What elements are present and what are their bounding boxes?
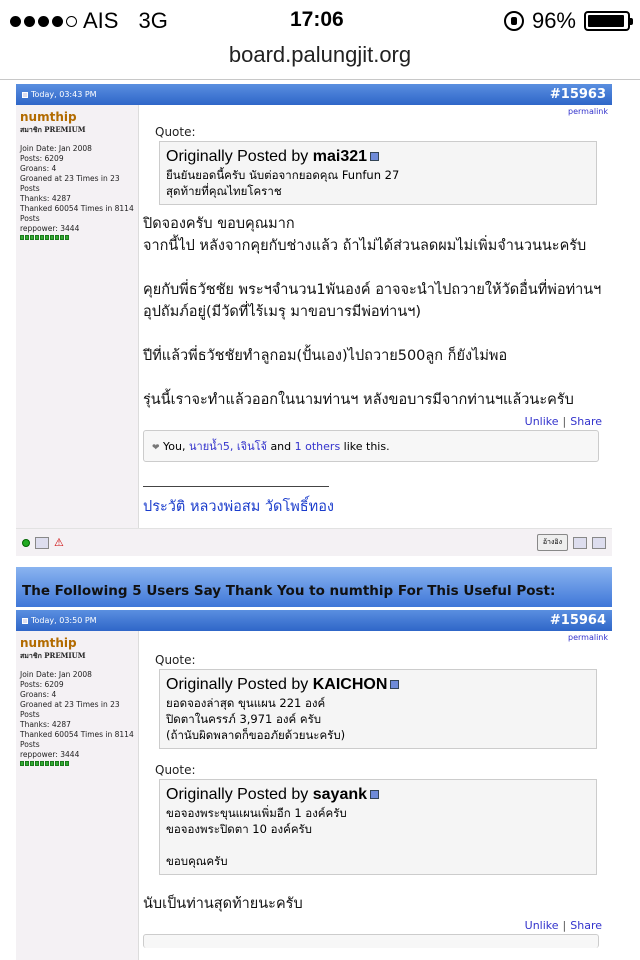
- permalink-link[interactable]: permalink: [568, 633, 608, 642]
- user-stat: Join Date: Jan 2008: [20, 670, 92, 679]
- liker-link[interactable]: นายน้ำ5,: [189, 440, 234, 453]
- user-stat: Groans: 4: [20, 164, 57, 173]
- likes-others-link[interactable]: 1 others: [294, 440, 341, 453]
- user-stat: Groans: 4: [20, 690, 57, 699]
- battery-icon: [584, 11, 630, 31]
- user-stat: Posts: 6209: [20, 154, 64, 163]
- user-stat: reppower: 3444: [20, 224, 80, 233]
- signature-link[interactable]: ประวัติ หลวงพ่อสม วัดโพธิ์ทอง: [143, 499, 334, 515]
- reputation-bar-icon: [20, 235, 134, 240]
- online-status-icon: [22, 539, 30, 547]
- post-date: Today, 03:43 PM: [31, 90, 97, 99]
- thanks-text: The Following 5 Users Say Thank You to numthip For This Useful Post:: [22, 583, 556, 599]
- user-stat: Thanked 60054 Times in 8114 Posts: [20, 204, 134, 223]
- unlike-link[interactable]: Unlike: [524, 919, 559, 932]
- post-content: permalink Quote: Originally Posted by KAICHON ยอดจองล่าสุด ขุนแผน 221 องค์ ปิดตาในครรภ์ 3,971 องค์ ครับ (ถ้านับผิดพลาดก็ขออภัยด้วยนะครับ) Quote: Originally Posted by sayank ขอจองพระขุนแผนเพิ่มอีก 1 องค์ครับ ขอจองพระปิดตา 10 องค์ครับ ขอบคุณครับ นับเป็นท่านสุดท้ายนะครับ Unlike | Share: [138, 631, 612, 960]
- user-stat: Thanks: 4287: [20, 720, 71, 729]
- post-status-icon: [22, 92, 28, 98]
- user-title: สมาชิก PREMIUM: [20, 125, 86, 134]
- likes-box: [143, 430, 599, 462]
- post-message: [143, 213, 602, 411]
- username-link[interactable]: numthip: [20, 636, 77, 650]
- quote-box: [159, 779, 597, 875]
- quote-line: ยืนยันยอดนี้ครับ นับต่อจากยอดคุณ Funfun 27: [166, 168, 400, 182]
- likes-box: [143, 934, 599, 948]
- status-bar: [0, 0, 640, 42]
- likes-suffix: like this.: [343, 440, 390, 453]
- quote-prefix: Originally Posted by: [166, 148, 309, 165]
- quote-label: Quote:: [155, 125, 196, 139]
- quote-author: KAICHON: [312, 676, 388, 693]
- permalink-link[interactable]: permalink: [568, 107, 608, 116]
- quote-prefix: Originally Posted by: [166, 786, 309, 803]
- quote-line: ปิดตาในครรภ์ 3,971 องค์ ครับ: [166, 712, 322, 726]
- signature-divider: [143, 486, 329, 487]
- user-info-pane: [16, 631, 138, 960]
- share-link[interactable]: Share: [570, 919, 602, 932]
- user-title: สมาชิก PREMIUM: [20, 651, 86, 660]
- unlike-link[interactable]: Unlike: [524, 415, 559, 428]
- likes-and: and: [270, 440, 292, 453]
- post-message: [143, 893, 602, 915]
- reputation-bar-icon: [20, 761, 134, 766]
- quote-line: ขอจองพระปิดตา 10 องค์ครับ: [166, 822, 312, 836]
- multi-quote-icon[interactable]: [573, 537, 587, 549]
- carrier-name: AIS: [83, 8, 119, 33]
- message-paragraph: ปิดจองครับ ขอบคุณมาก จากนี้ไป หลังจากคุยกับช่างแล้ว ถ้าไม่ได้ส่วนลดผมไม่เพิ่มจำนวนนะครับ: [143, 216, 587, 254]
- view-post-icon[interactable]: [370, 790, 379, 799]
- report-post-icon[interactable]: ⚠: [54, 536, 64, 549]
- post-date: Today, 03:50 PM: [31, 616, 97, 625]
- user-stat: Join Date: Jan 2008: [20, 144, 92, 153]
- quote-line: สุดท้ายที่คุณไทยโคราช: [166, 184, 282, 198]
- quote-line: ยอดจองล่าสุด ขุนแผน 221 องค์: [166, 696, 326, 710]
- user-profile-icon[interactable]: [35, 537, 49, 549]
- user-stat: Thanked 60054 Times in 8114 Posts: [20, 730, 134, 749]
- signal-strength-icon: [10, 16, 77, 27]
- rotation-lock-icon: [504, 11, 524, 31]
- quote-line: [166, 837, 590, 853]
- view-post-icon[interactable]: [370, 152, 379, 161]
- username-link[interactable]: numthip: [20, 110, 77, 124]
- network-type: 3G: [138, 8, 168, 33]
- quick-reply-icon[interactable]: [592, 537, 606, 549]
- like-heart-icon: ❤: [152, 443, 160, 453]
- user-info-pane: [16, 105, 138, 528]
- quote-prefix: Originally Posted by: [166, 676, 309, 693]
- battery-percent: 96%: [531, 8, 576, 33]
- post-header: [16, 84, 612, 105]
- message-paragraph: คุยกับพี่ธวัชชัย พระฯจำนวน1พันองค์ อาจจะนำไปถวายให้วัดอื่นที่พ่อท่านฯอุปถัมภ์อยู่(มีวัดที่ไร้เมรุ มาขอบารมีพ่อท่านฯ): [143, 282, 602, 320]
- post-number-link[interactable]: #15964: [549, 613, 606, 628]
- quote-button[interactable]: อ้างอิง: [537, 534, 568, 551]
- quote-box: [159, 141, 597, 205]
- thanks-bar: [16, 567, 612, 607]
- message-paragraph: รุ่นนี้เราจะทำแล้วออกในนามท่านฯ หลังขอบารมีจากท่านฯแล้วนะครับ: [143, 392, 574, 408]
- post-status-icon: [22, 618, 28, 624]
- liker-link[interactable]: เจินโจ้: [236, 440, 267, 453]
- post-number-link[interactable]: #15963: [549, 87, 606, 102]
- forum-post: [16, 610, 612, 960]
- quote-line: ขอบคุณครับ: [166, 854, 228, 868]
- post-content: permalink Quote: Originally Posted by mai321 ยืนยันยอดนี้ครับ นับต่อจากยอดคุณ Funfun 27 สุดท้ายที่คุณไทยโคราช ปิดจองครับ ขอบคุณมาก จากนี้ไป หลังจากคุยกับช่างแล้ว ถ้าไม่ได้ส่วนลดผมไม่เพิ่มจำนวนนะครับ คุยกับพี่ธวัชชัย พระฯจำนวน1พันองค์ อาจจะนำไปถวายให้วัดอื่นที่พ่อท่านฯอุปถัมภ์อยู่(มีวัดที่ไร้เมรุ มาขอบารมีพ่อท่านฯ) ปีที่แล้วพี่ธวัชชัยทำลูกอม(ปั้นเอง)ไปถวาย500ลูก ก็ยังไม่พอ รุ่นนี้เราจะทำแล้วออกในนามท่านฯ หลังขอบารมีจากท่านฯแล้วนะครับ Unlike | Share ❤ You, นายน้ำ5, เจินโจ้ and 1 others like this. ประวัติ หลวงพ่อสม วัดโพธิ์ทอง: [138, 105, 612, 528]
- url-text: board.palungjit.org: [228, 42, 412, 67]
- forum-post: [16, 84, 612, 556]
- quote-line: (ถ้านับผิดพลาดก็ขออภัยด้วยนะครับ): [166, 728, 346, 742]
- user-stat: Groaned at 23 Times in 23 Posts: [20, 174, 120, 193]
- message-paragraph: นับเป็นท่านสุดท้ายนะครับ: [143, 896, 303, 912]
- view-post-icon[interactable]: [390, 680, 399, 689]
- quote-label: Quote:: [155, 763, 196, 777]
- forum-page[interactable]: [0, 80, 640, 960]
- clock: 17:06: [290, 8, 344, 31]
- quote-author: mai321: [312, 148, 368, 165]
- quote-author: sayank: [312, 786, 368, 803]
- post-footer: [16, 528, 612, 556]
- message-paragraph: ปีที่แล้วพี่ธวัชชัยทำลูกอม(ปั้นเอง)ไปถวาย500ลูก ก็ยังไม่พอ: [143, 348, 508, 364]
- user-stat: reppower: 3444: [20, 750, 80, 759]
- likes-you: You,: [163, 440, 186, 453]
- user-stat: Thanks: 4287: [20, 194, 71, 203]
- quote-line: ขอจองพระขุนแผนเพิ่มอีก 1 องค์ครับ: [166, 806, 347, 820]
- user-stat: Posts: 6209: [20, 680, 64, 689]
- address-bar[interactable]: [0, 42, 640, 80]
- user-stat: Groaned at 23 Times in 23 Posts: [20, 700, 120, 719]
- post-header: [16, 610, 612, 631]
- quote-box: [159, 669, 597, 749]
- quote-label: Quote:: [155, 653, 196, 667]
- share-link[interactable]: Share: [570, 415, 602, 428]
